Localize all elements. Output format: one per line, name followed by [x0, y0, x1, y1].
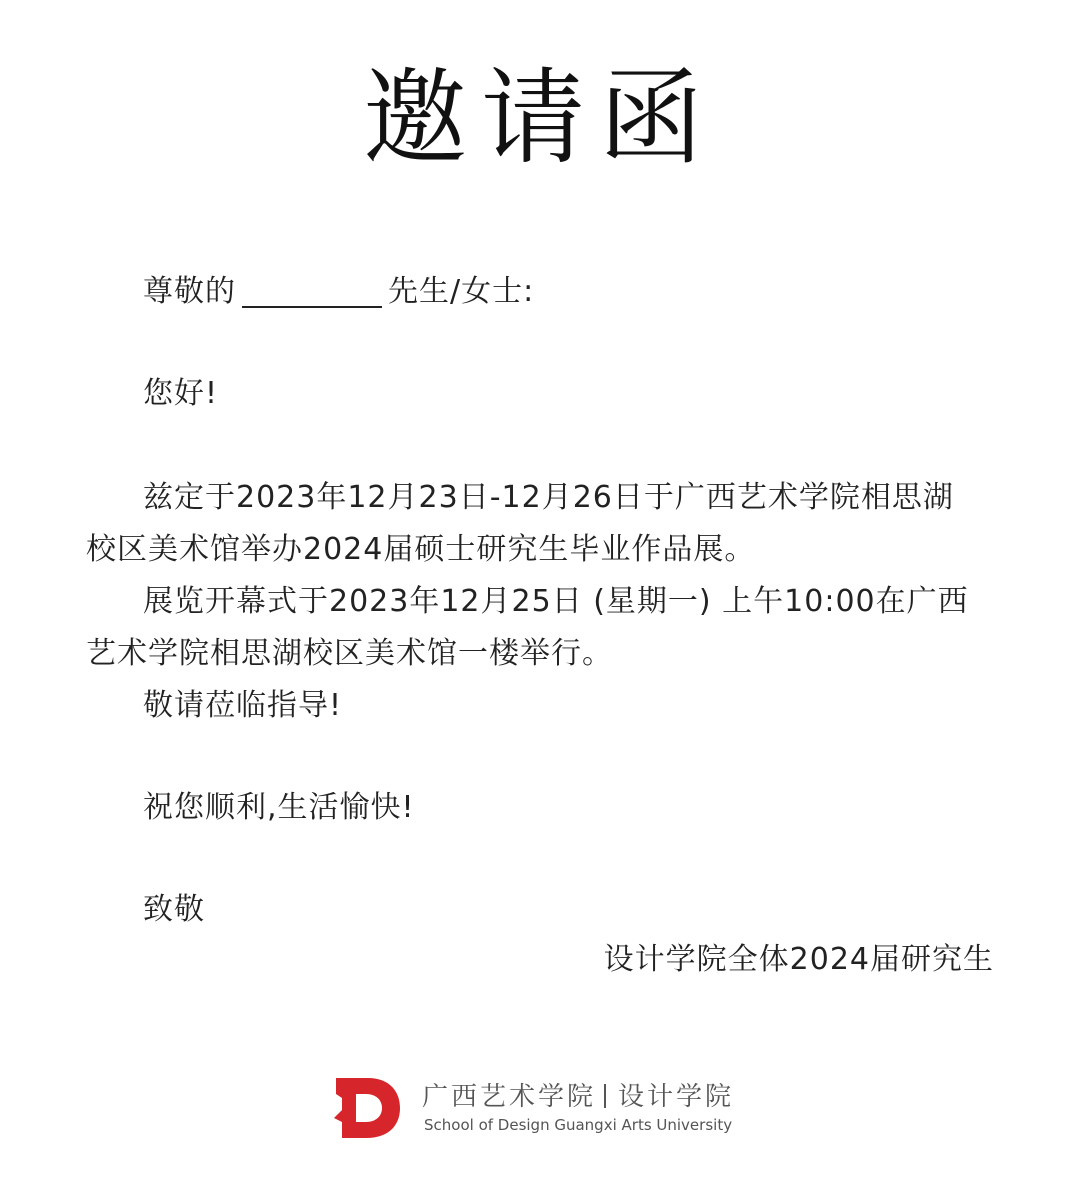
paragraph-2-line-1: 展览开幕式于2023年12月25日 (星期一) 上午10:00在广西: [143, 584, 969, 619]
greeting: 您好!: [143, 376, 219, 411]
logo-school-name: 广西艺术学院: [422, 1082, 597, 1112]
name-blank-line: [242, 274, 382, 308]
invitation-title: 邀请函: [362, 57, 717, 179]
logo-department-name: 设计学院: [618, 1082, 735, 1112]
wish-line: 祝您顺利,生活愉快!: [143, 790, 415, 825]
logo-chinese-text: [422, 1082, 734, 1112]
salutation-suffix: 先生/女士:: [388, 274, 535, 309]
paragraph-1-line-2: 校区美术馆举办2024届硕士研究生毕业作品展。: [86, 532, 756, 567]
university-logo: [330, 1072, 750, 1142]
logo-english-text: School of Design Guangxi Arts University: [424, 1116, 733, 1134]
salutation-prefix: 尊敬的: [143, 274, 236, 309]
signature: 设计学院全体2024届研究生: [603, 942, 994, 977]
paragraph-1-line-1: 兹定于2023年12月23日-12月26日于广西艺术学院相思湖: [143, 480, 954, 515]
logo-separator: [604, 1084, 606, 1108]
paragraph-3: 敬请莅临指导!: [143, 688, 343, 723]
paragraph-2-line-2: 艺术学院相思湖校区美术馆一楼举行。: [86, 636, 613, 671]
salutation-line: [143, 272, 534, 312]
school-mark-icon: [330, 1076, 402, 1140]
closing-line: 致敬: [143, 892, 205, 927]
